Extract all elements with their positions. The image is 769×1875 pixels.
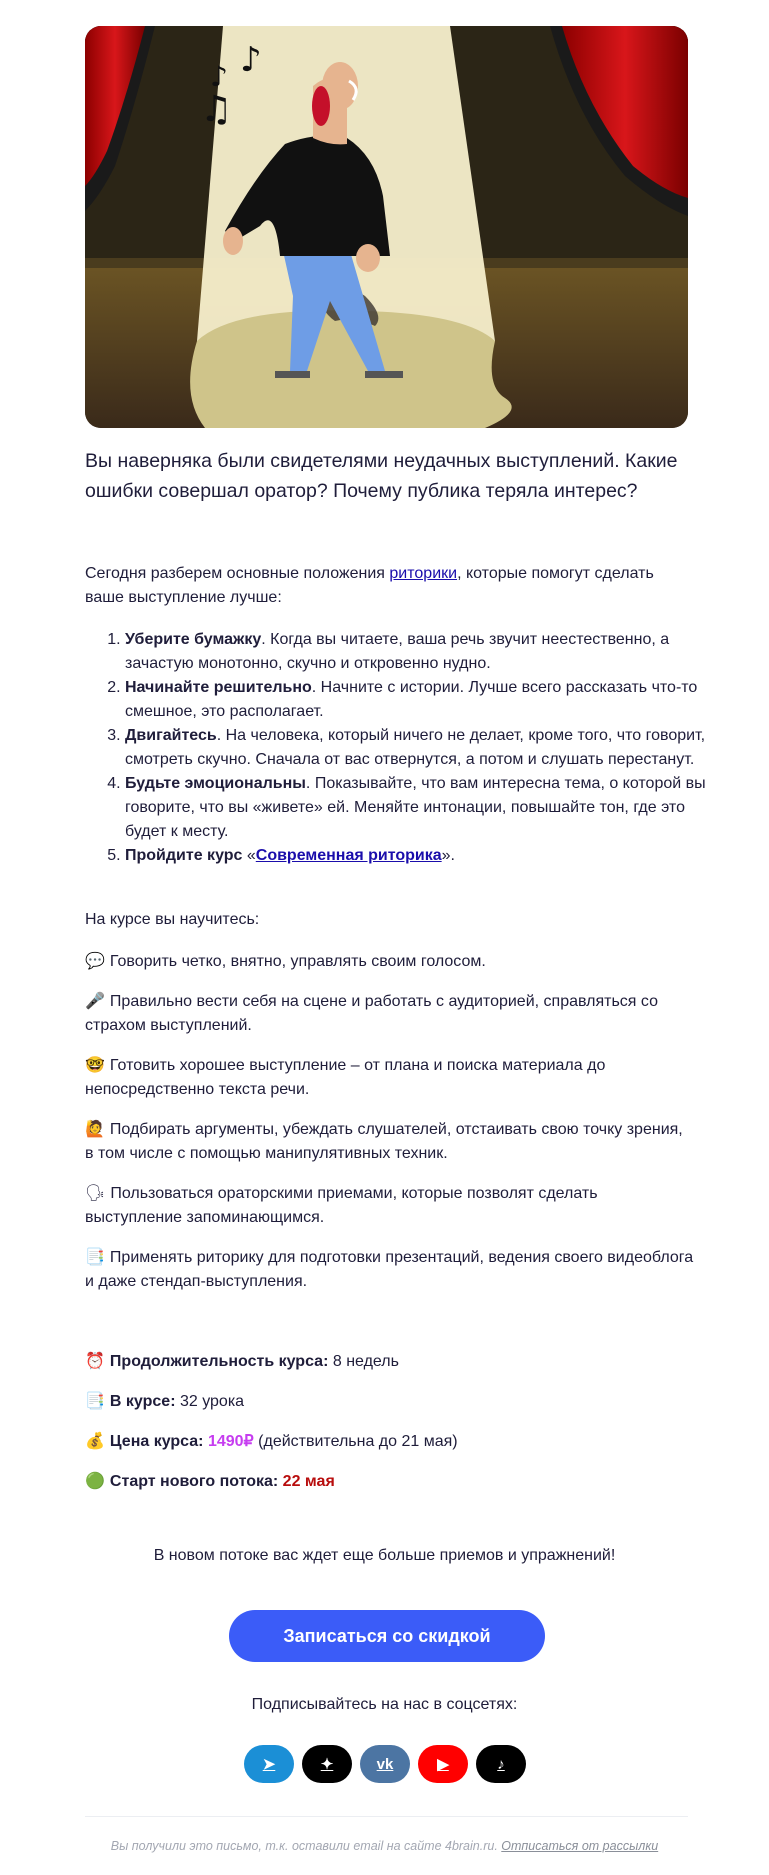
price-note: (действительна до 21 мая): [253, 1433, 458, 1450]
lead-paragraph: [85, 562, 695, 610]
social-heading: Подписывайтесь на нас в соцсетях:: [251, 1696, 518, 1713]
detail-label: Продолжительность курса:: [109, 1353, 329, 1370]
learn-item-text: Пользоваться ораторскими приемами, которые позволят сделать выступление запоминающимся.: [85, 1185, 598, 1226]
enroll-discount-button[interactable]: Записаться со скидкой: [229, 1610, 545, 1662]
youtube-icon: ▶: [437, 1756, 449, 1773]
learn-item-text: Говорить четко, внятно, управлять своим голосом.: [109, 953, 486, 970]
detail-label: Старт нового потока:: [109, 1473, 279, 1490]
course-lessons: [85, 1389, 695, 1414]
tip-text: . Начните с истории. Лучше всего рассказать что-то смешное, это располагает.: [125, 679, 698, 720]
bookmark-tabs-icon: 📑: [85, 1391, 105, 1410]
learn-item-text: Применять риторику для подготовки презентаций, ведения своего видеоблога и даже стендап-выступления.: [85, 1249, 694, 1290]
footer-note: [0, 1839, 769, 1853]
speaking-head-icon: 🗣: [85, 1183, 106, 1202]
youtube-link[interactable]: [418, 1745, 468, 1783]
social-links: [244, 1745, 526, 1783]
rhetoric-link[interactable]: риторики: [389, 565, 458, 582]
tip-title: Уберите бумажку: [125, 631, 262, 648]
tip-title: Пройдите курс: [125, 847, 243, 864]
svg-text:♫: ♫: [200, 89, 233, 130]
list-item: [125, 676, 730, 724]
list-item: [125, 844, 730, 868]
tiktok-icon: ♪: [497, 1755, 505, 1773]
detail-value: 32 урока: [175, 1393, 245, 1410]
vk-icon: vk: [376, 1755, 394, 1773]
bookmark-tabs-icon: 📑: [85, 1247, 105, 1266]
telegram-link[interactable]: [244, 1745, 294, 1783]
learn-item: [85, 1245, 695, 1294]
tips-list: [85, 628, 730, 868]
detail-label: В курсе:: [109, 1393, 176, 1410]
learn-item: [85, 1117, 695, 1166]
detail-value: 8 недель: [328, 1353, 399, 1370]
lead-text-after: , которые помогут сделать ваше выступление лучше:: [85, 565, 654, 606]
raising-hand-icon: 🙋: [85, 1119, 105, 1138]
course-start: [85, 1469, 695, 1494]
unsubscribe-link[interactable]: Отписаться от рассылки: [501, 1839, 659, 1853]
detail-label: Цена курса:: [109, 1433, 204, 1450]
learn-heading: На курсе вы научитесь:: [85, 911, 260, 928]
tip-quote-close: ».: [441, 847, 455, 864]
svg-text:♪: ♪: [210, 60, 228, 93]
learn-item-text: Правильно вести себя на сцене и работать с аудиторией, справляться со страхом выступлений.: [85, 993, 658, 1034]
tip-title: Будьте эмоциональны: [125, 775, 306, 792]
learn-item: [85, 1181, 695, 1230]
footer-text: Вы получили это письмо, т.к. оставили email на сайте 4brain.ru.: [110, 1839, 502, 1853]
green-circle-icon: 🟢: [85, 1471, 105, 1490]
svg-text:♪: ♪: [240, 40, 262, 80]
learn-item-text: Готовить хорошее выступление – от плана и поиска материала до непосредственно текста речи.: [85, 1057, 606, 1098]
microphone-icon: 🎤: [85, 991, 105, 1010]
tip-quote-open: «: [242, 847, 256, 864]
start-date-value: 22 мая: [278, 1473, 335, 1490]
intro-text: Вы наверняка были свидетелями неудачных выступлений. Какие ошибки совершал оратор? Почему публика теряла интерес?: [85, 450, 678, 502]
learn-item: [85, 949, 695, 974]
zen-link[interactable]: [302, 1745, 352, 1783]
divider: [85, 1816, 688, 1817]
tip-text: . На человека, который ничего не делает, кроме того, что говорит, смотреть скучно. Сначала от вас отвернутся, а потом и слушать перестанут.: [125, 727, 706, 768]
learn-item: [85, 1053, 695, 1102]
telegram-icon: ➤: [262, 1756, 276, 1773]
nerd-face-icon: 🤓: [85, 1055, 105, 1074]
vk-link[interactable]: [360, 1745, 410, 1783]
speech-bubble-icon: 💬: [85, 951, 105, 970]
hero-illustration: [85, 26, 688, 428]
money-bag-icon: 💰: [85, 1431, 105, 1450]
zen-icon: ✦: [320, 1756, 334, 1773]
tiktok-link[interactable]: [476, 1745, 526, 1783]
learn-item-text: Подбирать аргументы, убеждать слушателей, отстаивать свою точку зрения, в том числе с помощью манипулятивных техник.: [85, 1121, 683, 1162]
course-link[interactable]: Современная риторика: [255, 847, 442, 864]
learn-item: [85, 989, 695, 1038]
alarm-clock-icon: ⏰: [85, 1351, 105, 1370]
list-item: [125, 772, 730, 844]
course-duration: [85, 1349, 695, 1374]
course-price: [85, 1429, 695, 1454]
lead-text-before: Сегодня разберем основные положения: [85, 565, 390, 582]
list-item: [125, 628, 730, 676]
more-text: В новом потоке вас ждет еще больше приемов и упражнений!: [153, 1547, 616, 1564]
price-value: 1490₽: [203, 1433, 254, 1450]
tip-title: Начинайте решительно: [125, 679, 312, 696]
tip-text: . Когда вы читаете, ваша речь звучит неестественно, а зачастую монотонно, скучно и откровенно нудно.: [125, 631, 670, 672]
list-item: [125, 724, 730, 772]
tip-title: Двигайтесь: [125, 727, 217, 744]
tip-text: . Показывайте, что вам интересна тема, о которой вы говорите, что вы «живете» ей. Меняйте интонации, повышайте тон, где это будет к месту.: [125, 775, 706, 840]
